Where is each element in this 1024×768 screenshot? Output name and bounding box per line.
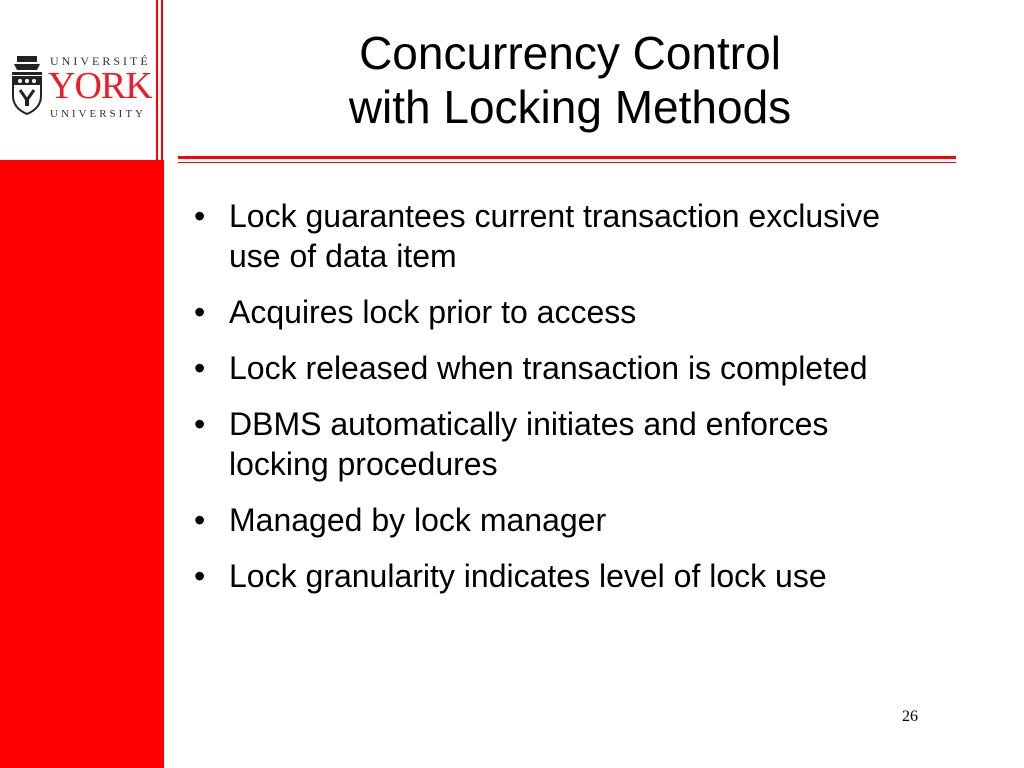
page-number: 26 (902, 708, 918, 725)
bullet-item (186, 348, 906, 388)
bullet-item (186, 292, 906, 332)
bullet-text: DBMS automatically initiates and enforces locking procedures (229, 406, 829, 482)
slide-title-line-1: Concurrency Control (359, 27, 781, 79)
bullet-text: Acquires lock prior to access (229, 294, 637, 330)
slide-title (180, 26, 960, 134)
bullet-icon: • (194, 406, 206, 442)
bullet-text: Lock granularity indicates level of lock use (229, 558, 827, 594)
bullet-icon: • (194, 558, 206, 594)
logo-bottom-text: UNIVERSITY (50, 108, 146, 120)
bullet-item (186, 196, 906, 276)
bullet-icon: • (194, 294, 206, 330)
slide-title-line-2: with Locking Methods (348, 81, 792, 133)
bullet-icon: • (194, 502, 206, 538)
title-underline-thick (178, 156, 956, 159)
vertical-divider-line (161, 0, 163, 160)
bullet-icon: • (194, 350, 206, 386)
bullet-icon: • (194, 198, 206, 234)
title-underline-thin (178, 162, 956, 163)
bullet-item (186, 404, 906, 484)
crest-icon (8, 56, 46, 118)
bullet-item (186, 500, 906, 540)
bullet-list (186, 196, 906, 612)
york-university-logo (6, 52, 156, 124)
logo-main-text: YORK (48, 65, 152, 107)
vertical-divider-line (156, 0, 158, 160)
bullet-text: Lock released when transaction is completed (229, 350, 868, 386)
bullet-item (186, 556, 906, 596)
bullet-text: Lock guarantees current transaction exclusive use of data item (229, 198, 881, 274)
logo-top-text: UNIVERSITÉ (50, 54, 151, 68)
bullet-text: Managed by lock manager (229, 502, 607, 538)
red-sidebar (0, 160, 164, 768)
